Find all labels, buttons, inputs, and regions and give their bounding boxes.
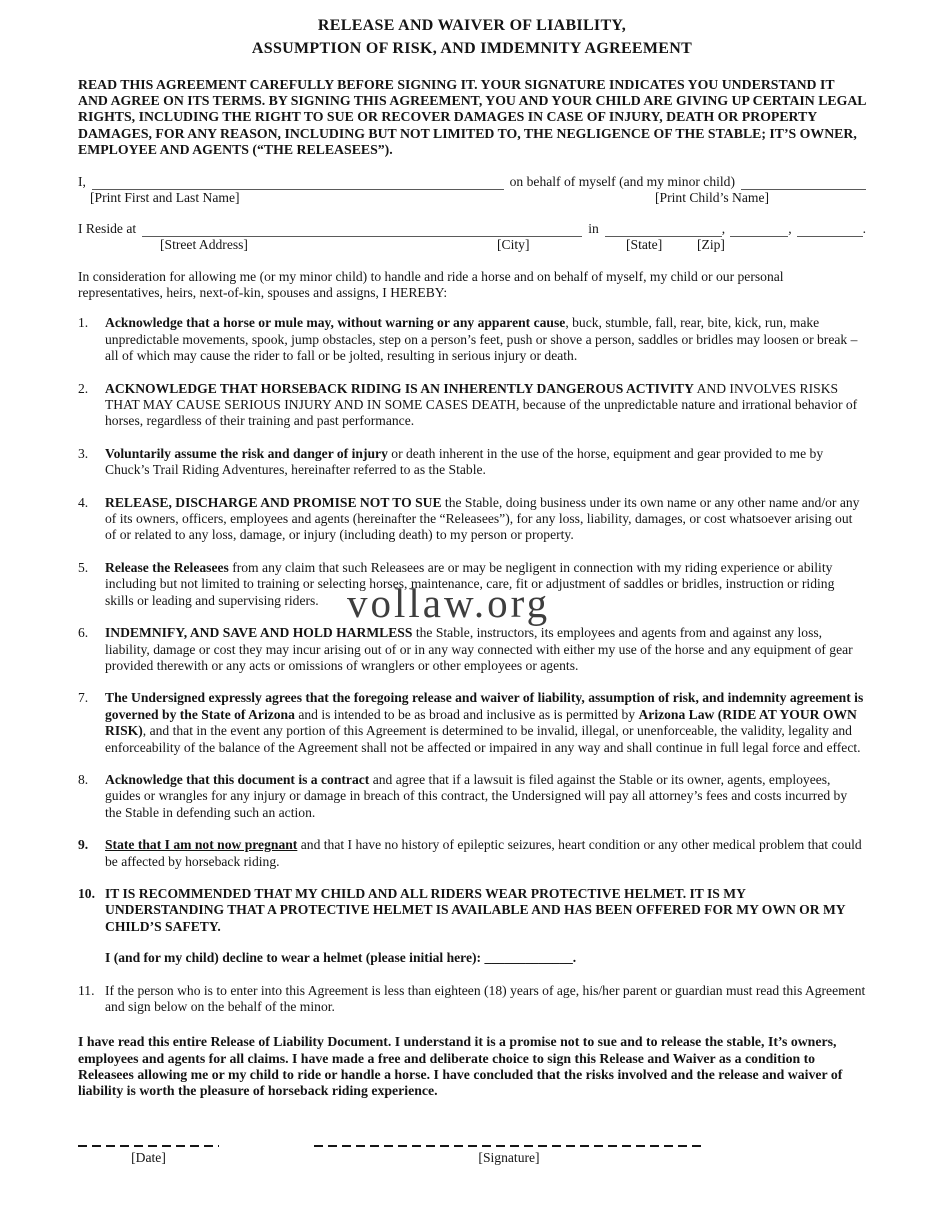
residence-row <box>78 220 866 237</box>
identity-prefix: I, <box>78 174 86 190</box>
clause-segment: If the person who is to enter into this Agreement is less than eighteen (18) years of age, his/her parent or guardian must read this Agreement and sign below on the behalf of the minor. <box>105 982 866 1015</box>
state-caption: [State] <box>626 237 663 253</box>
clause-number: 8. <box>78 771 89 787</box>
street-caption: [Street Address] <box>160 237 248 253</box>
clause-text <box>105 560 866 609</box>
identity-middle: on behalf of myself (and my minor child) <box>509 174 735 190</box>
clause-item <box>78 446 866 479</box>
clause-segment: RELEASE, DISCHARGE AND PROMISE NOT TO SUE <box>105 494 442 510</box>
clause-segment: The Undersigned expressly agrees that the foregoing release and waiver of liability, assumption of risk, and indemnity agreement is governed by the State of Arizona <box>105 690 864 722</box>
date-caption: [Date] <box>131 1150 166 1166</box>
clause-text <box>105 446 866 479</box>
signature-caption: [Signature] <box>478 1150 540 1166</box>
clause-segment: and that I have no history of epileptic seizures, heart condition or any other medical problem that could be affected by horseback riding. <box>105 837 862 869</box>
document-title <box>78 14 866 60</box>
clause-text <box>105 690 866 756</box>
clause-segment: AND INVOLVES RISKS THAT MAY CAUSE SERIOUS INJURY AND IN SOME CASES DEATH, because of the unpredictable nature and irrational behavior of horses, regardless of their training and past performance. <box>105 380 858 429</box>
clause-number: 9. <box>78 837 89 853</box>
zip-caption: [Zip] <box>697 237 725 253</box>
consideration-paragraph: In consideration for allowing me (or my minor child) to handle and ride a horse and on behalf of myself, my child or our personal representatives, heirs, next-of-kin, spouses and assigns, I HEREBY: <box>78 269 784 301</box>
clause-segment: , buck, stumble, fall, rear, bite, kick, run, make unpredictable movements, spook, jump obstacles, step on a person’s feet, push or shove a person, saddles or bridles may loosen or break – all of which may cause the rider to fall or be jolted, resulting in serious injury or death. <box>105 315 858 364</box>
clause-item <box>78 837 866 870</box>
residence-captions <box>78 237 866 254</box>
clause-segment: State that I am not now pregnant <box>105 837 298 853</box>
clause-number: 11. <box>78 982 95 998</box>
identity-row <box>78 173 866 190</box>
name-caption: [Print First and Last Name] <box>90 190 240 206</box>
zip-blank-field <box>797 223 863 237</box>
clause-number: 7. <box>78 690 89 706</box>
clause-number: 2. <box>78 380 89 396</box>
city-blank-field <box>605 223 722 237</box>
closing-paragraph: I have read this entire Release of Liability Document. I understand it is a promise not to sue and to release the stable, It’s owners, employees and agents for all claims. I have made a free and deliberate choice to sign this Release and Waiver as a condition to Releasees allowing me or my child to ride or handle a horse. I have concluded that the risks involved and the release and waiver of liability is worth the pleasure of horseback riding experience. <box>78 1034 843 1099</box>
city-caption: [City] <box>497 237 530 253</box>
clause-text <box>105 381 866 430</box>
clause-text <box>105 837 866 870</box>
clause-segment: and agree that if a lawsuit is filed against the Stable or its owner, agents, employees, guides or wrangles for any injury or damage in breach of this contract, the Undersigned will pay all attorney’s fees and costs incurred by the Stable in defending such an action. <box>105 771 848 820</box>
date-line <box>78 1145 219 1147</box>
clause-number: 6. <box>78 625 89 641</box>
clause-item <box>78 625 866 674</box>
clause-segment: the Stable, doing business under its own name or any other name and/or any of its owners, officers, employees and agents (hereinafter the “Releasees”), for any loss, liability, damages, or cost whatsoever arising out of or related to any loss, damage, or injury (including death) to my person or property. <box>105 494 860 543</box>
clause-text <box>105 772 866 821</box>
clause-number: 1. <box>78 315 89 331</box>
clause-segment: the Stable, instructors, its employees and agents from and against any loss, liability, damage or cost they may incur arising out of or in any way connected with either my use of the horse and any equipment of gear provided therewith or any acts or omissions of wranglers or other employees or agents. <box>105 625 853 673</box>
clause-item <box>78 495 866 544</box>
clause-number: 5. <box>78 559 89 575</box>
clause-segment: from any claim that such Releasees are or may be negligent in connection with my riding experience or ability including but not limited to training or selecting horses, maintenance, care, fit or adjustment of saddles or bridles, instruction or riding skills or leading and supervising riders. <box>105 559 835 608</box>
clause-segment: IT IS RECOMMENDED THAT MY CHILD AND ALL RIDERS WEAR PROTECTIVE HELMET. IT IS MY UNDERSTANDING THAT A PROTECTIVE HELMET IS AVAILABLE AND HAS BEEN OFFERED FOR MY OWN OR MY CHILD’S SAFETY. <box>105 885 846 934</box>
separator-comma-2: , <box>788 221 792 237</box>
clause-segment: or death inherent in the use of the horse, equipment and gear provided to me by Chuck’s Trail Riding Adventures, hereinafter referred to as the Stable. <box>105 445 824 478</box>
helmet-decline-line: I (and for my child) decline to wear a helmet (please initial here): _____________. <box>105 950 577 966</box>
clause-item <box>78 560 866 609</box>
street-blank-field <box>142 223 582 237</box>
residence-in: in <box>588 221 599 237</box>
clause-segment: ACKNOWLEDGE THAT HORSEBACK RIDING IS AN INHERENTLY DANGEROUS ACTIVITY <box>105 380 694 396</box>
identity-captions <box>78 190 866 207</box>
clause-number: 10. <box>78 885 95 901</box>
clause-number: 3. <box>78 445 89 461</box>
title-line-1: RELEASE AND WAIVER OF LIABILITY, <box>317 17 627 34</box>
warning-paragraph: READ THIS AGREEMENT CAREFULLY BEFORE SIGNING IT. YOUR SIGNATURE INDICATES YOU UNDERSTAND IT AND AGREE ON ITS TERMS. BY SIGNING THIS AGREEMENT, YOU AND YOUR CHILD ARE GIVING UP CERTAIN LEGAL RIGHTS, INCLUDING THE RIGHT TO SUE OR RECOVER DAMAGES IN CASE OF INJURY, DEATH OR PROPERTY DAMAGES, FOR ANY REASON, INCLUDING BUT NOT LIMITED TO, THE NEGLIGENCE OF THE STABLE; IT’S OWNER, EMPLOYEE AND AGENTS (“THE RELEASEES”). <box>78 77 866 157</box>
numbered-clauses-list <box>78 315 866 1015</box>
clause-segment: Voluntarily assume the risk and danger of injury <box>105 445 388 461</box>
clause-text <box>105 625 866 674</box>
clause-item <box>78 772 866 821</box>
signature-block <box>314 1145 704 1166</box>
child-name-caption: [Print Child’s Name] <box>655 190 770 206</box>
clause-item <box>78 983 866 1016</box>
clause-item <box>78 315 866 364</box>
clause-text <box>105 315 866 364</box>
clause-segment: INDEMNIFY, AND SAVE AND HOLD HARMLESS <box>105 625 413 641</box>
clause-segment: Arizona Law (RIDE AT YOUR OWN RISK) <box>105 706 857 739</box>
signature-area <box>78 1145 866 1166</box>
date-signature-block <box>78 1145 219 1166</box>
clause-text <box>105 983 866 1016</box>
child-name-blank-field <box>741 176 866 190</box>
residence-period: . <box>862 221 866 237</box>
clause-text <box>105 495 866 544</box>
title-line-2: ASSUMPTION OF RISK, AND IMDEMNITY AGREEMENT <box>251 40 693 57</box>
signature-line <box>314 1145 704 1147</box>
name-blank-field <box>92 176 504 190</box>
clause-segment: Release the Releasees <box>105 559 229 575</box>
residence-prefix: I Reside at <box>78 221 137 237</box>
clause-number: 4. <box>78 494 89 510</box>
separator-comma-1: , <box>721 221 726 237</box>
clause-segment: Acknowledge that this document is a contract <box>105 771 370 787</box>
state-blank-field <box>730 223 788 237</box>
clause-segment: , and that in the event any portion of this Agreement is determined to be invalid, illegal, or unenforceable, the validity, legality and enforceability of the balance of the Agreement shall not be affected or impaired in any way and shall continue in full legal force and effect. <box>105 723 861 755</box>
clause-segment: and is intended to be as broad and inclusive as is permitted by <box>294 706 639 722</box>
clause-item <box>78 690 866 756</box>
clause-item <box>78 381 866 430</box>
clause-item <box>78 886 866 967</box>
clause-segment: Acknowledge that a horse or mule may, without warning or any apparent cause <box>105 315 566 331</box>
watermark-text: vollaw.org <box>347 580 551 626</box>
clause-text <box>105 886 866 967</box>
